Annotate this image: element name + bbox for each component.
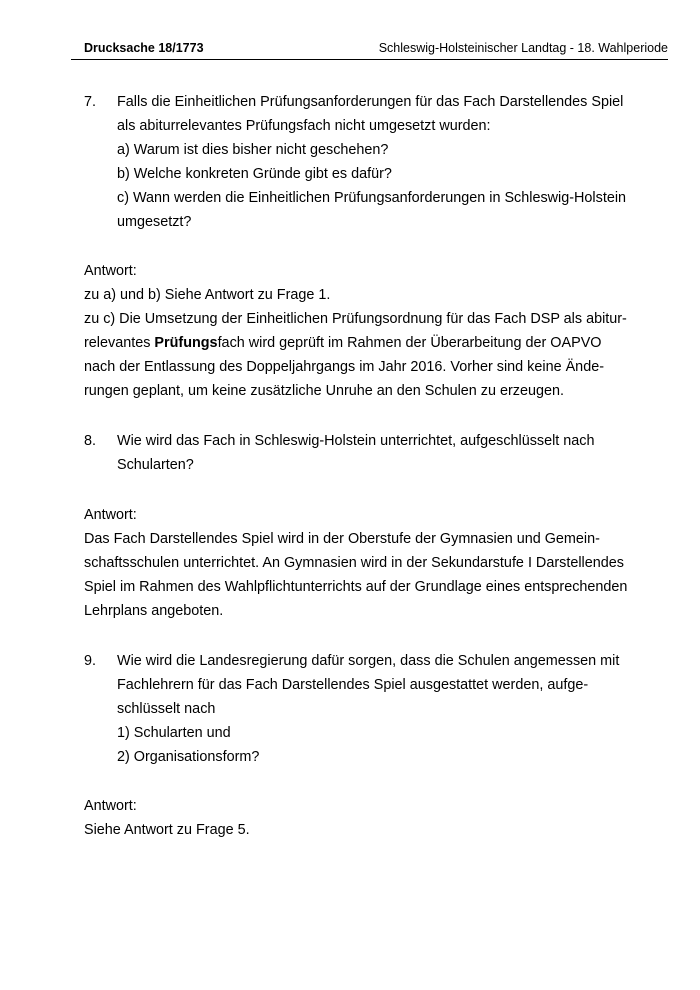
question-line: a) Warum ist dies bisher nicht geschehen? xyxy=(117,142,389,158)
answer-label: Antwort: xyxy=(84,263,137,279)
question-number: 8. xyxy=(84,433,97,449)
question-number: 9. xyxy=(84,653,97,669)
answer-line: zu c) Die Umsetzung der Einheitlichen Prüfungsordnung für das Fach DSP als abitur- xyxy=(84,311,627,327)
question-line: 1) Schularten und xyxy=(117,725,231,741)
answer-line: zu a) und b) Siehe Antwort zu Frage 1. xyxy=(84,287,331,303)
answer-line: Spiel im Rahmen des Wahlpflichtunterrichts auf der Grundlage eines entsprechenden xyxy=(84,579,628,595)
question-line: c) Wann werden die Einheitlichen Prüfungsanforderungen in Schleswig-Holstein xyxy=(117,190,627,206)
answer-line: Lehrplans angeboten. xyxy=(84,603,224,619)
question-line: Wie wird das Fach in Schleswig-Holstein unterrichtet, aufgeschlüsselt nach xyxy=(117,433,595,449)
answer-bold-text: Prüfungs xyxy=(154,335,218,351)
question-line: Falls die Einheitlichen Prüfungsanforderungen für das Fach Darstellendes Spiel xyxy=(117,94,624,110)
answer-line: Siehe Antwort zu Frage 5. xyxy=(84,822,250,838)
question-line: b) Welche konkreten Gründe gibt es dafür? xyxy=(117,166,392,182)
question-number: 7. xyxy=(84,94,97,110)
question-line: umgesetzt? xyxy=(117,214,192,230)
document-number: Drucksache 18/1773 xyxy=(84,41,204,55)
answer-line: nach der Entlassung des Doppeljahrgangs im Jahr 2016. Vorher sind keine Ände- xyxy=(84,359,604,375)
answer-label: Antwort: xyxy=(84,798,137,814)
parliament-period: Schleswig-Holsteinischer Landtag - 18. Wahlperiode xyxy=(378,41,668,55)
question-line: schlüsselt nach xyxy=(117,701,216,717)
answer-line: rungen geplant, um keine zusätzliche Unruhe an den Schulen zu erzeugen. xyxy=(84,383,565,399)
question-line: Fachlehrern für das Fach Darstellendes Spiel ausgestattet werden, aufge- xyxy=(117,677,589,693)
answer-line xyxy=(84,334,602,352)
question-line: Wie wird die Landesregierung dafür sorgen, dass die Schulen angemessen mit xyxy=(117,653,620,669)
answer-text: relevantes xyxy=(84,335,155,351)
answer-line: Das Fach Darstellendes Spiel wird in der Oberstufe der Gymnasien und Gemein- xyxy=(84,531,600,547)
answer-line: schaftsschulen unterrichtet. An Gymnasien wird in der Sekundarstufe I Darstellendes xyxy=(84,555,624,571)
answer-label: Antwort: xyxy=(84,507,137,523)
page-header xyxy=(84,37,668,59)
question-line: 2) Organisationsform? xyxy=(117,749,260,765)
question-line: als abiturrelevantes Prüfungsfach nicht umgesetzt wurden: xyxy=(117,118,491,134)
question-line: Schularten? xyxy=(117,457,194,473)
answer-text: fach wird geprüft im Rahmen der Überarbeitung der OAPVO xyxy=(217,335,602,351)
header-divider xyxy=(71,59,668,60)
